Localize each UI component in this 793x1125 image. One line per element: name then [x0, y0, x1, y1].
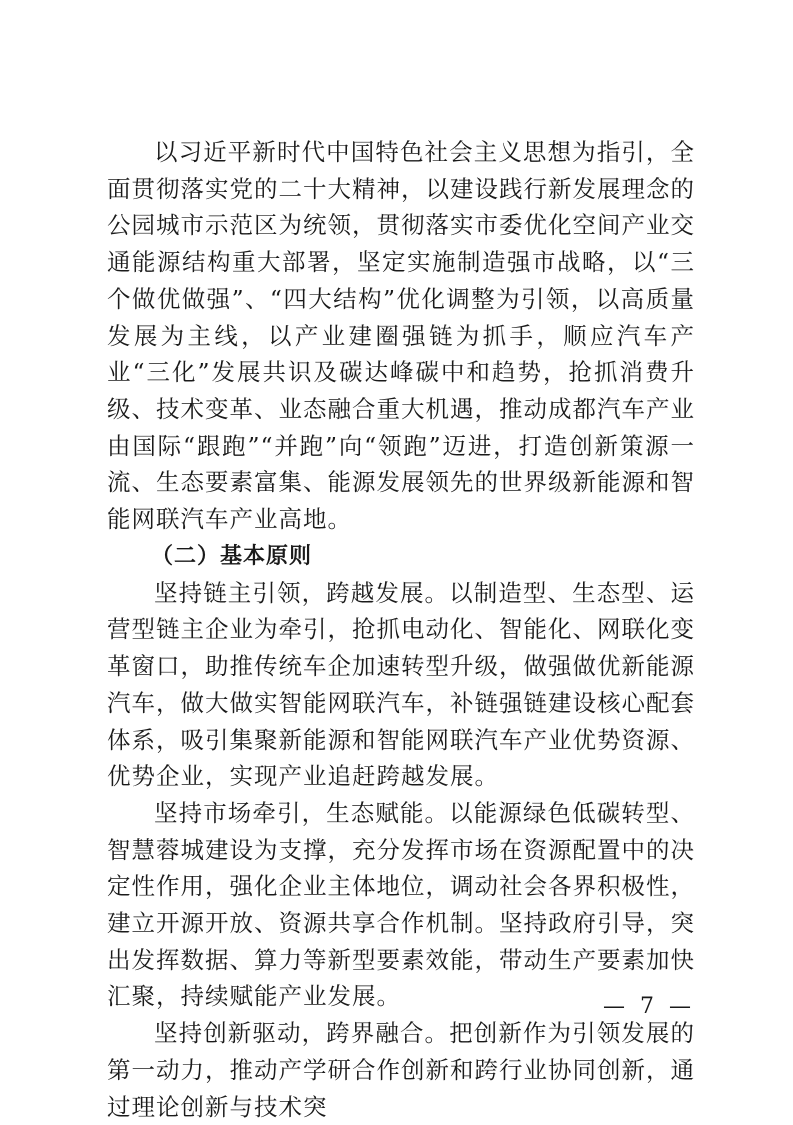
guiding-paragraph: 以习近平新时代中国特色社会主义思想为指引，全面贯彻落实党的二十大精神，以建设践行新发展理念的公园城市示范区为统领，贯彻落实市委优化空间产业交通能源结构重大部署，坚定实施制造强市战略，以“三个做优做强”、“四大结构”优化调整为引领，以高质量发展为主线，以产业建圈强链为抓手，顺应汽车产业“三化”发展共识及碳达峰碳中和趋势，抢抓消费升级、技术变革、业态融合重大机遇，推动成都汽车产业由国际“跟跑”“并跑”向“领跑”迈进，打造创新策源一流、生态要素富集、能源发展领先的世界级新能源和智能网联汽车产业高地。 — [107, 138, 695, 534]
page-number: — 7 — — [603, 994, 695, 1019]
section-heading: （二）基本原则 — [151, 543, 313, 569]
principle-paragraph-2: 坚持市场牵引，生态赋能。以能源绿色低碳转型、智慧蓉城建设为支撑，充分发挥市场在资源配置中的决定性作用，强化企业主体地位，调动社会各界积极性，建立开源开放、资源共享合作机制。坚持政府引导，突出发挥数据、算力等新型要素效能，带动生产要素加快汇聚，持续赋能产业发展。 — [107, 798, 695, 1011]
document-body — [107, 134, 695, 1125]
principle-paragraph-1: 坚持链主引领，跨越发展。以制造型、生态型、运营型链主企业为牵引，抢抓电动化、智能化、网联化变革窗口，助推传统车企加速转型升级，做强做优新能源汽车，做大做实智能网联汽车，补链强链建设核心配套体系，吸引集聚新能源和智能网联汽车产业优势资源、优势企业，实现产业追赶跨越发展。 — [107, 578, 695, 791]
principle-paragraph-3: 坚持创新驱动，跨界融合。把创新作为引领发展的第一动力，推动产学研合作创新和跨行业协同创新，通过理论创新与技术突 — [107, 1019, 695, 1121]
